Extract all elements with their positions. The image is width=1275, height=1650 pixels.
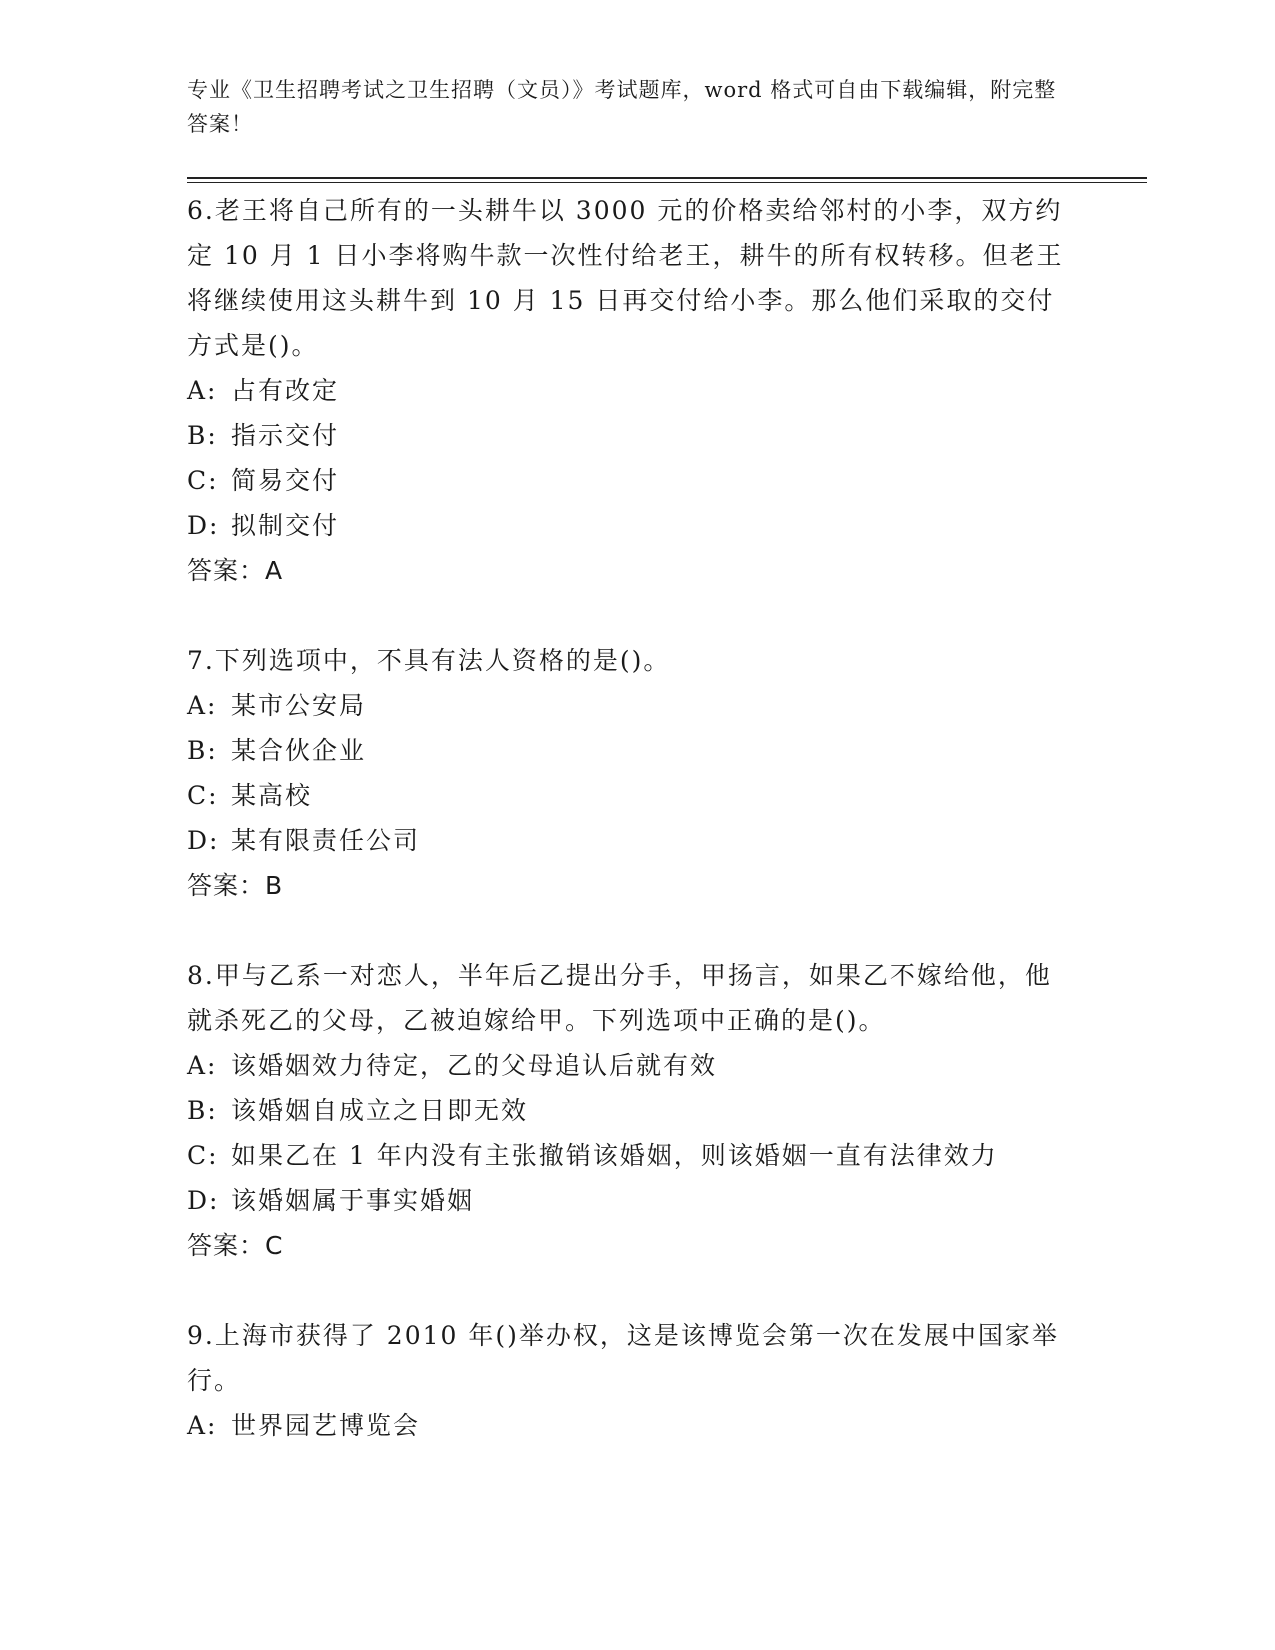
option-d — [187, 1178, 1067, 1223]
header-divider-thin — [187, 182, 1147, 183]
option-text: 某有限责任公司 — [231, 826, 421, 855]
option-b — [187, 413, 1067, 458]
question-9 — [187, 1313, 1067, 1448]
option-key: C: — [187, 1141, 219, 1170]
option-text: 该婚姻自成立之日即无效 — [231, 1096, 529, 1125]
option-text: 如果乙在 1 年内没有主张撤销该婚姻，则该婚姻一直有法律效力 — [231, 1141, 998, 1170]
option-a — [187, 683, 1067, 728]
option-c — [187, 773, 1067, 818]
option-text: 世界园艺博览会 — [231, 1411, 421, 1440]
option-key: A: — [187, 691, 218, 720]
option-b — [187, 1088, 1067, 1133]
question-7 — [187, 638, 1067, 908]
question-text: 6.老王将自己所有的一头耕牛以 3000 元的价格卖给邻村的小李，双方约定 10 月 1 日小李将购牛款一次性付给老王，耕牛的所有权转移。但老王将继续使用这头耕牛到 10 月 15 日再交付给小李。那么他们采取的交付方式是()。 — [187, 196, 1064, 360]
option-text: 简易交付 — [231, 466, 340, 495]
option-text: 拟制交付 — [231, 511, 340, 540]
option-key: A: — [187, 1051, 218, 1080]
option-text: 某合伙企业 — [231, 736, 367, 765]
document-header: 专业《卫生招聘考试之卫生招聘（文员）》考试题库，word 格式可自由下载编辑，附完整答案！ — [187, 78, 1057, 136]
option-a — [187, 1403, 1067, 1448]
option-text: 占有改定 — [231, 376, 340, 405]
option-text: 该婚姻效力待定，乙的父母追认后就有效 — [231, 1051, 718, 1080]
header-divider-thick — [187, 177, 1147, 179]
option-text: 某高校 — [231, 781, 313, 810]
option-key: B: — [187, 736, 218, 765]
question-list — [187, 188, 1067, 1493]
question-text: 9.上海市获得了 2010 年()举办权，这是该博览会第一次在发展中国家举行。 — [187, 1321, 1059, 1395]
option-a — [187, 368, 1067, 413]
option-text: 指示交付 — [231, 421, 340, 450]
option-key: B: — [187, 1096, 218, 1125]
option-key: A: — [187, 376, 218, 405]
question-8 — [187, 953, 1067, 1268]
question-text: 8.甲与乙系一对恋人，半年后乙提出分手，甲扬言，如果乙不嫁给他，他就杀死乙的父母，乙被迫嫁给甲。下列选项中正确的是()。 — [187, 961, 1052, 1035]
option-d — [187, 503, 1067, 548]
option-key: D: — [187, 1186, 220, 1215]
option-text: 该婚姻属于事实婚姻 — [231, 1186, 475, 1215]
option-c — [187, 1133, 1067, 1178]
option-key: C: — [187, 466, 219, 495]
option-key: D: — [187, 511, 220, 540]
option-a — [187, 1043, 1067, 1088]
option-c — [187, 458, 1067, 503]
answer-line: 答案：A — [187, 556, 284, 585]
option-d — [187, 818, 1067, 863]
option-b — [187, 728, 1067, 773]
answer-line: 答案：B — [187, 871, 284, 900]
option-text: 某市公安局 — [231, 691, 367, 720]
option-key: C: — [187, 781, 219, 810]
question-6 — [187, 188, 1067, 593]
option-key: D: — [187, 826, 220, 855]
option-key: A: — [187, 1411, 218, 1440]
question-text: 7.下列选项中，不具有法人资格的是()。 — [187, 646, 671, 675]
option-key: B: — [187, 421, 218, 450]
answer-line: 答案：C — [187, 1231, 284, 1260]
